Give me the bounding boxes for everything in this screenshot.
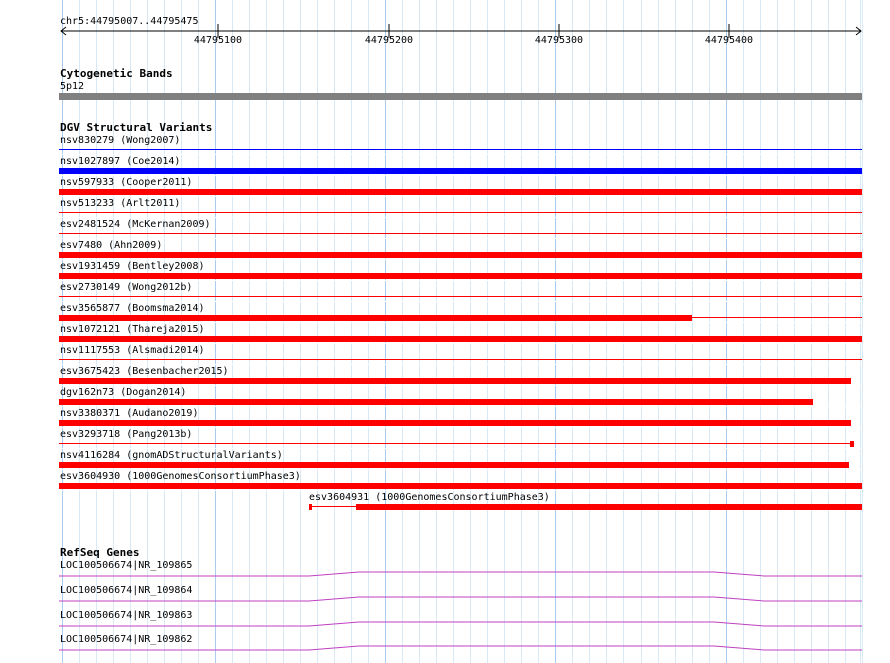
gene-feature[interactable] [59,620,862,628]
variant-feature-loss[interactable] [59,189,862,195]
ruler-tick-label: 44795300 [534,35,584,46]
variant-feature-block[interactable] [850,441,854,447]
gene-feature[interactable] [59,644,862,652]
ruler-tick-label: 44795100 [193,35,243,46]
variant-feature-connector [692,317,862,318]
variant-label[interactable]: nsv1117553 (Alsmadi2014) [60,345,205,356]
variant-feature-loss[interactable] [59,483,862,489]
variant-label[interactable]: esv3604931 (1000GenomesConsortiumPhase3) [309,492,550,503]
ruler-axis [0,24,890,38]
variant-feature-loss[interactable] [59,378,851,384]
track-title-cytobands: Cytogenetic Bands [60,67,173,80]
variant-feature-loss[interactable] [59,336,862,342]
variant-feature-loss[interactable] [59,273,862,279]
variant-label[interactable]: nsv3380371 (Audano2019) [60,408,199,419]
variant-label[interactable]: nsv1027897 (Coe2014) [60,156,181,167]
variant-label[interactable]: esv2481524 (McKernan2009) [60,219,211,230]
variant-label[interactable]: esv3675423 (Besenbacher2015) [60,366,229,377]
ruler-tick-label: 44795200 [364,35,414,46]
variant-label[interactable]: esv7480 (Ahn2009) [60,240,163,251]
variant-feature-gain[interactable] [59,149,862,150]
variant-label[interactable]: nsv1072121 (Thareja2015) [60,324,205,335]
variant-feature-loss[interactable] [59,233,862,234]
variant-feature-loss[interactable] [59,462,849,468]
variant-feature-loss[interactable] [59,443,852,444]
variant-label[interactable]: nsv830279 (Wong2007) [60,135,181,146]
variant-label[interactable]: esv3565877 (Boomsma2014) [60,303,205,314]
gene-label[interactable]: LOC100506674|NR_109863 [60,610,193,621]
variant-feature-loss[interactable] [59,315,692,321]
variant-label[interactable]: dgv162n73 (Dogan2014) [60,387,187,398]
variant-feature-loss[interactable] [59,252,862,258]
variant-feature-loss[interactable] [59,359,862,360]
cytoband-label: 5p12 [60,81,85,92]
variant-feature-block[interactable] [309,504,312,510]
ruler-tick-label: 44795400 [704,35,754,46]
variant-label[interactable]: nsv513233 (Arlt2011) [60,198,181,209]
variant-feature-connector [312,506,356,507]
gene-label[interactable]: LOC100506674|NR_109864 [60,585,193,596]
variant-label[interactable]: esv3604930 (1000GenomesConsortiumPhase3) [60,471,301,482]
variant-feature-loss[interactable] [356,504,862,510]
track-title-dgv: DGV Structural Variants [60,121,213,134]
variant-label[interactable]: esv2730149 (Wong2012b) [60,282,193,293]
variant-feature-loss[interactable] [59,420,851,426]
cytoband-bar[interactable] [59,93,862,100]
location-label: chr5:44795007..44795475 [60,16,199,27]
gene-feature[interactable] [59,595,862,603]
variant-feature-gain[interactable] [59,168,862,174]
variant-label[interactable]: nsv4116284 (gnomADStructuralVariants) [60,450,283,461]
variant-label[interactable]: nsv597933 (Cooper2011) [60,177,193,188]
variant-label[interactable]: esv3293718 (Pang2013b) [60,429,193,440]
variant-label[interactable]: esv1931459 (Bentley2008) [60,261,205,272]
gene-label[interactable]: LOC100506674|NR_109865 [60,560,193,571]
gene-feature[interactable] [59,570,862,578]
variant-feature-loss[interactable] [59,296,862,297]
track-title-refseq: RefSeq Genes [60,546,140,559]
variant-feature-loss[interactable] [59,399,813,405]
gene-label[interactable]: LOC100506674|NR_109862 [60,634,193,645]
variant-feature-loss[interactable] [59,212,862,213]
